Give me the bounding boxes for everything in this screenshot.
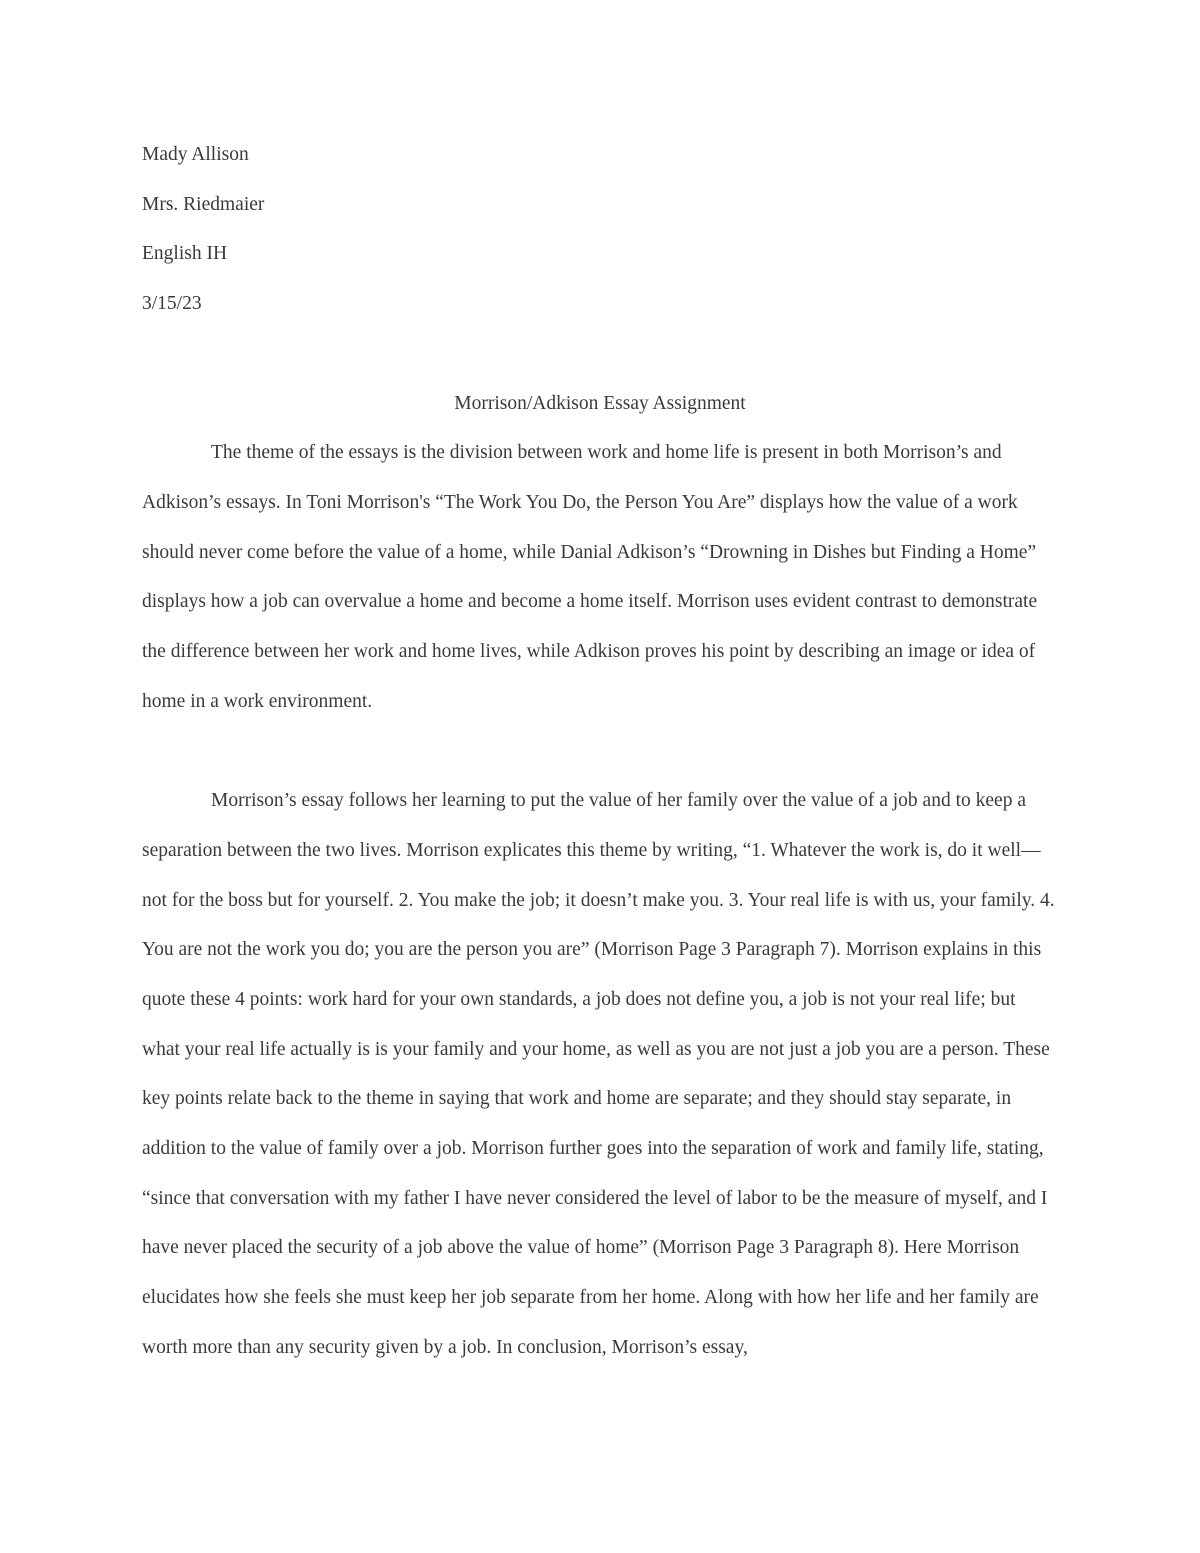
- course-name: English IH: [142, 243, 228, 265]
- paragraph-2: Morrison’s essay follows her learning to put the value of her family over the value of a job and to keep a separation between the two lives. Morrison explicates this theme by writing, “1. Whatever the work is, do it well—not for the boss but for yourself. 2. You make the job; it doesn’t make you. 3. Your real life is with us, your family. 4. You are not the work you do; you are the person you are” (Morrison Page 3 Paragraph 7). Morrison explains in this quote these 4 points: work hard for your own standards, a job does not define you, a job is not your real life; but what your real life actually is is your family and your home, as well as you are not just a job you are a person. These key points relate back to the theme in saying that work and home are separate; and they should stay separate, in addition to the value of family over a job. Morrison further goes into the separation of work and family life, stating, “since that conversation with my father I have never considered the level of labor to be the measure of myself, and I have never placed the security of a job above the value of home” (Morrison Page 3 Paragraph 8). Here Morrison elucidates how she feels she must keep her job separate from her home. Along with how her life and her family are worth more than any security given by a job. In conclusion, Morrison’s essay,: [142, 790, 1055, 1358]
- paragraph-1: The theme of the essays is the division between work and home life is present in both Morrison’s and Adkison’s essays. In Toni Morrison's “The Work You Do, the Person You Are” displays how the value of a work should never come before the value of a home, while Danial Adkison’s “Drowning in Dishes but Finding a Home” displays how a job can overvalue a home and become a home itself. Morrison uses evident contrast to demonstrate the difference between her work and home lives, while Adkison proves his point by describing an image or idea of home in a work environment.: [142, 442, 1038, 712]
- assignment-date: 3/15/23: [142, 293, 202, 315]
- student-name: Mady Allison: [142, 144, 249, 165]
- spacer: [142, 726, 1058, 776]
- document-body: [142, 130, 1058, 1373]
- spacer: [142, 329, 1058, 379]
- teacher-name: Mrs. Riedmaier: [142, 193, 265, 215]
- essay-title: Morrison/Adkison Essay Assignment: [454, 392, 746, 414]
